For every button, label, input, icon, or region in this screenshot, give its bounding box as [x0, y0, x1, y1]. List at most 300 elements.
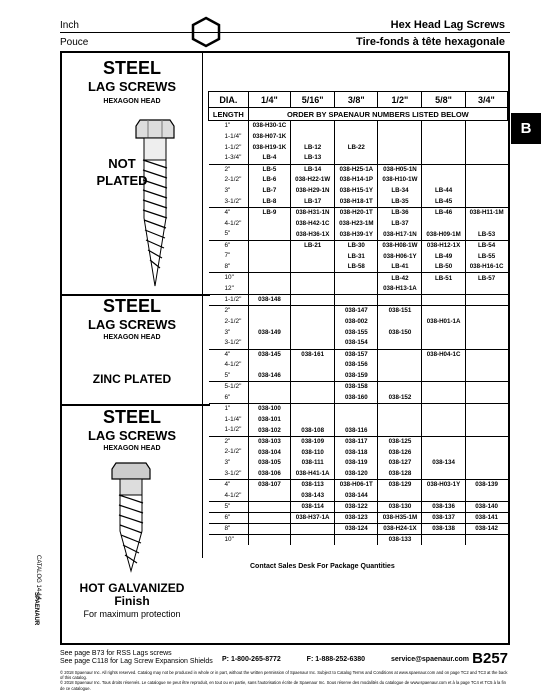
part-number-cell: [291, 284, 335, 295]
part-number-cell: [465, 219, 507, 230]
header-title: Hex Head Lag Screws: [390, 19, 505, 31]
table-body: [209, 121, 508, 546]
part-number-cell: [465, 295, 507, 306]
part-number-cell: [465, 284, 507, 295]
length-cell: 2": [209, 306, 249, 317]
part-number-cell: 038-H08-1W: [378, 240, 422, 251]
part-number-cell: LB-41: [378, 262, 422, 273]
part-number-cell: 038-158: [335, 382, 378, 393]
order-header: ORDER BY SPAENAUR NUMBERS LISTED BELOW: [248, 108, 507, 121]
part-number-cell: 038-H41-1A: [291, 469, 335, 480]
part-number-cell: [422, 219, 465, 230]
table-row: [209, 175, 508, 186]
part-number-cell: [378, 382, 422, 393]
part-number-cell: [422, 404, 465, 415]
part-number-cell: [335, 121, 378, 132]
part-number-cell: [248, 502, 290, 513]
lag-screw-image: [130, 118, 180, 290]
part-number-cell: 038-H01-1A: [422, 317, 465, 328]
finish-note: For maximum protection: [83, 609, 181, 619]
table-row: [209, 523, 508, 534]
table-row: [209, 338, 508, 349]
part-number-cell: 038-120: [335, 469, 378, 480]
part-number-cell: [465, 327, 507, 338]
part-number-cell: 038-126: [378, 447, 422, 458]
table-row: [209, 262, 508, 273]
footer-phone: P: 1-800-265-8772: [222, 656, 281, 663]
part-number-cell: [291, 131, 335, 142]
part-number-cell: LB-6: [248, 175, 290, 186]
lag-screw-table: [208, 91, 508, 545]
part-number-cell: [248, 306, 290, 317]
length-cell: 4-1/2": [209, 491, 249, 502]
dia-col: 1/4": [248, 92, 290, 108]
length-cell: 4-1/2": [209, 360, 249, 371]
part-number-cell: LB-14: [291, 164, 335, 175]
part-number-cell: 038-141: [465, 513, 507, 524]
part-number-cell: [465, 131, 507, 142]
table-row: [209, 425, 508, 436]
part-number-cell: [378, 317, 422, 328]
part-number-cell: 038-128: [378, 469, 422, 480]
part-number-cell: [291, 338, 335, 349]
part-number-cell: LB-35: [378, 197, 422, 208]
part-number-cell: [335, 153, 378, 164]
part-number-cell: 038-H25-1A: [335, 164, 378, 175]
table-row: [209, 360, 508, 371]
part-number-cell: [422, 164, 465, 175]
part-number-cell: 038-130: [378, 502, 422, 513]
part-number-cell: 038-H03-1Y: [422, 480, 465, 491]
part-number-cell: [422, 142, 465, 153]
part-number-cell: 038-146: [248, 371, 290, 382]
part-number-cell: [378, 131, 422, 142]
length-cell: 2-1/2": [209, 175, 249, 186]
length-cell: 10": [209, 534, 249, 545]
dia-col: 5/16": [291, 92, 335, 108]
part-number-cell: 038-147: [335, 306, 378, 317]
part-number-cell: [335, 295, 378, 306]
part-number-cell: 038-H13-1A: [378, 284, 422, 295]
part-number-cell: [465, 458, 507, 469]
section-subtitle: LAG SCREWS: [87, 79, 177, 94]
part-number-cell: [465, 404, 507, 415]
length-cell: 5": [209, 371, 249, 382]
part-number-cell: [378, 371, 422, 382]
table-row: [209, 153, 508, 164]
part-number-cell: [248, 240, 290, 251]
section-not-plated: [62, 58, 202, 105]
part-number-cell: [378, 415, 422, 426]
length-cell: 10": [209, 273, 249, 284]
table-row: [209, 404, 508, 415]
table-row: [209, 491, 508, 502]
header-divider: [60, 32, 510, 33]
footer-email[interactable]: service@spaenaur.com: [390, 656, 469, 663]
part-number-cell: LB-42: [378, 273, 422, 284]
table-row: [209, 229, 508, 240]
part-number-cell: [248, 491, 290, 502]
part-number-cell: 038-H36-1X: [291, 229, 335, 240]
part-number-cell: [335, 273, 378, 284]
part-number-cell: [291, 360, 335, 371]
part-number-cell: 038-H37-1A: [291, 513, 335, 524]
part-number-cell: LB-9: [248, 208, 290, 219]
part-number-cell: 038-H20-1T: [335, 208, 378, 219]
section-zinc-plated: [62, 296, 202, 341]
part-number-cell: LB-36: [378, 208, 422, 219]
part-number-cell: 038-148: [248, 295, 290, 306]
part-number-cell: [248, 393, 290, 404]
part-number-cell: [465, 317, 507, 328]
finish-not-plated: NOT PLATED: [96, 156, 148, 188]
section-head-type: HEXAGON HEAD: [103, 445, 161, 452]
part-number-cell: LB-31: [335, 251, 378, 262]
part-number-cell: 038-H04-1C: [422, 349, 465, 360]
length-cell: 1": [209, 404, 249, 415]
part-number-cell: 038-H31-1N: [291, 208, 335, 219]
legal-en: © 2018 Spaenaur Inc. All rights reserved. Catalog may not be produced in whole or in part, without the written permission of Spaenaur Inc. Subject to Catalog Terms and Conditions at www.spaenaur.com and on page TC2 and TC3 at the back of this catalog.: [60, 670, 508, 681]
part-number-cell: 038-H10-1W: [378, 175, 422, 186]
part-number-cell: LB-44: [422, 186, 465, 197]
dia-col: 3/8": [335, 92, 378, 108]
part-number-cell: LB-13: [291, 153, 335, 164]
part-number-cell: 038-102: [248, 425, 290, 436]
catalog-label: CATALOG 14-14: [35, 555, 41, 600]
part-number-cell: 038-H17-1N: [378, 229, 422, 240]
part-number-cell: [378, 153, 422, 164]
table-row: [209, 142, 508, 153]
part-number-cell: [465, 534, 507, 545]
part-number-cell: 038-107: [248, 480, 290, 491]
part-number-cell: LB-50: [422, 262, 465, 273]
length-cell: 3-1/2": [209, 338, 249, 349]
part-number-cell: LB-51: [422, 273, 465, 284]
part-number-cell: 038-H05-1N: [378, 164, 422, 175]
part-number-cell: 038-145: [248, 349, 290, 360]
part-number-cell: [248, 284, 290, 295]
part-number-cell: [248, 229, 290, 240]
length-cell: 2-1/2": [209, 447, 249, 458]
part-number-cell: [378, 491, 422, 502]
length-cell: 2": [209, 164, 249, 175]
part-number-cell: [422, 327, 465, 338]
part-number-cell: [248, 338, 290, 349]
part-number-cell: [422, 469, 465, 480]
part-number-cell: [465, 393, 507, 404]
length-cell: 3-1/2": [209, 469, 249, 480]
link-rss-lags[interactable]: See page B73 for RSS Lags screws: [60, 650, 172, 657]
part-number-cell: 038-137: [422, 513, 465, 524]
length-cell: 1-1/2": [209, 142, 249, 153]
part-number-cell: [465, 491, 507, 502]
part-number-cell: 038-159: [335, 371, 378, 382]
part-number-cell: 038-139: [465, 480, 507, 491]
part-number-cell: [291, 327, 335, 338]
part-number-cell: 038-157: [335, 349, 378, 360]
part-number-cell: LB-46: [422, 208, 465, 219]
length-cell: 3-1/2": [209, 197, 249, 208]
length-cell: 6": [209, 240, 249, 251]
part-number-cell: [465, 142, 507, 153]
part-number-cell: 038-125: [378, 436, 422, 447]
length-header: LENGTH: [209, 108, 249, 121]
part-number-cell: LB-55: [477, 252, 496, 260]
section-subtitle: LAG SCREWS: [87, 428, 177, 443]
part-number-cell: LB-12: [291, 142, 335, 153]
part-number-cell: [248, 317, 290, 328]
part-number-cell: 038-101: [248, 415, 290, 426]
table-row: [209, 197, 508, 208]
table-row: [209, 219, 508, 230]
part-number-cell: LB-54: [465, 240, 507, 251]
part-number-cell: [465, 197, 507, 208]
part-number-cell: [465, 121, 507, 132]
part-number-cell: LB-8: [248, 197, 290, 208]
length-cell: 1-1/4": [209, 415, 249, 426]
part-number-cell: LB-21: [291, 240, 335, 251]
part-number-cell: [465, 425, 507, 436]
length-cell: 7": [209, 251, 249, 262]
header-inch: Inch: [60, 20, 79, 31]
finish-zinc-plated: ZINC PLATED: [92, 372, 172, 386]
part-number-cell: [378, 349, 422, 360]
part-number-cell: [248, 513, 290, 524]
part-number-cell: 038-002: [335, 317, 378, 328]
part-number-cell: 038-161: [291, 349, 335, 360]
part-number-cell: LB-22: [335, 142, 378, 153]
part-number-cell: 038-151: [378, 306, 422, 317]
part-number-cell: 038-H42-1C: [291, 219, 335, 230]
part-number-cell: 038-142: [465, 523, 507, 534]
length-cell: 1-1/4": [209, 131, 249, 142]
length-cell: 6": [209, 513, 249, 524]
part-number-cell: LB-45: [422, 197, 465, 208]
part-number-cell: [465, 447, 507, 458]
part-number-cell: 038-H39-1Y: [335, 229, 378, 240]
length-cell: 3": [209, 327, 249, 338]
legal-fr: © 2018 Spaenaur Inc. Tous droits réservés. Le catalogue ne peut être reproduit, en tout ou en partie, sans l'autorisation écrite de Spaenaur Inc. Sous réserve des modalités du catalogue de www.spaenaur.com et à la page TC4 et TC5 à la fin de ce catalogue.: [60, 680, 506, 691]
part-number-cell: [422, 131, 465, 142]
part-number-cell: [378, 121, 422, 132]
part-number-cell: [422, 153, 465, 164]
part-number-cell: [291, 262, 335, 273]
part-number-cell: [465, 338, 507, 349]
link-expansion-shields[interactable]: See page C118 for Lag Screw Expansion Shields: [60, 658, 213, 665]
table-row: [209, 534, 508, 545]
part-number-cell: 038-H16-1C: [469, 263, 504, 271]
part-number-cell: 038-108: [291, 425, 335, 436]
part-number-cell: [291, 393, 335, 404]
table-row: [209, 240, 508, 251]
part-number-cell: [291, 295, 335, 306]
table-row: [209, 480, 508, 491]
part-number-cell: 038-144: [335, 491, 378, 502]
length-cell: 4-1/2": [209, 219, 249, 230]
part-number-cell: 038-152: [378, 393, 422, 404]
part-number-cell: [465, 186, 507, 197]
section-divider-2: [60, 404, 210, 406]
length-cell: 4": [209, 480, 249, 491]
part-number-cell: [248, 219, 290, 230]
dia-col: 3/4": [465, 92, 507, 108]
part-number-cell: LB-7: [248, 186, 290, 197]
part-number-cell: 038-H24-1X: [378, 523, 422, 534]
part-number-cell: [248, 382, 290, 393]
length-cell: 8": [209, 262, 249, 273]
length-cell: 1": [209, 121, 249, 132]
part-number-cell: [248, 273, 290, 284]
part-number-cell: LB-58: [335, 262, 378, 273]
part-number-cell: [422, 295, 465, 306]
section-title: STEEL: [102, 407, 161, 427]
part-number-cell: LB-57: [465, 273, 507, 284]
part-number-cell: 038-156: [335, 360, 378, 371]
part-number-cell: 038-117: [335, 436, 378, 447]
part-number-cell: 038-140: [465, 502, 507, 513]
section-hot-galvanized: [62, 407, 202, 452]
part-number-cell: LB-37: [378, 219, 422, 230]
length-cell: 5": [209, 229, 249, 240]
part-number-cell: [422, 284, 465, 295]
table-row: [209, 371, 508, 382]
table-row: [209, 186, 508, 197]
part-number-cell: [422, 447, 465, 458]
section-head-type: HEXAGON HEAD: [103, 334, 161, 341]
part-number-cell: LB-34: [378, 186, 422, 197]
part-number-cell: LB-5: [248, 164, 290, 175]
part-number-cell: 038-109: [291, 436, 335, 447]
part-number-cell: 038-134: [422, 458, 465, 469]
table-row: [209, 436, 508, 447]
part-number-cell: [422, 382, 465, 393]
part-number-cell: [335, 415, 378, 426]
part-number-cell: [335, 534, 378, 545]
part-number-cell: [291, 121, 335, 132]
part-number-cell: [422, 425, 465, 436]
part-number-cell: 038-129: [378, 480, 422, 491]
table-row: [209, 447, 508, 458]
part-number-cell: [378, 295, 422, 306]
part-number-cell: [465, 153, 507, 164]
part-number-cell: 038-103: [248, 436, 290, 447]
part-number-cell: 038-122: [335, 502, 378, 513]
table-row: [209, 469, 508, 480]
part-number-cell: [291, 371, 335, 382]
part-number-cell: 038-H15-1Y: [335, 186, 378, 197]
part-number-cell: 038-H23-1M: [335, 219, 378, 230]
table-row: [209, 131, 508, 142]
part-number-cell: 038-111: [291, 458, 335, 469]
contact-note: Contact Sales Desk For Package Quantities: [250, 563, 395, 570]
part-number-cell: 038-H11-1M: [465, 208, 507, 219]
lag-screw-image: [106, 461, 156, 573]
part-number-cell: [422, 306, 465, 317]
part-number-cell: 038-114: [291, 502, 335, 513]
part-number-cell: 038-143: [291, 491, 335, 502]
part-number-cell: [248, 262, 290, 273]
part-number-cell: [248, 360, 290, 371]
part-number-cell: LB-49: [422, 251, 465, 262]
part-number-cell: [291, 251, 335, 262]
footer-contact: [222, 656, 469, 663]
part-number-cell: [465, 382, 507, 393]
part-number-cell: LB-53: [477, 230, 496, 238]
part-number-cell: [291, 415, 335, 426]
part-number-cell: [378, 404, 422, 415]
length-cell: 5-1/2": [209, 382, 249, 393]
part-number-cell: 038-H30-1C: [248, 121, 290, 132]
part-number-cell: [291, 306, 335, 317]
table-row: [209, 284, 508, 295]
table-row: [209, 393, 508, 404]
part-number-cell: [465, 164, 507, 175]
table-row: [209, 415, 508, 426]
finish-hot-galvanized: [62, 582, 202, 608]
table-row: [209, 164, 508, 175]
part-number-cell: [422, 534, 465, 545]
part-number-cell: [465, 175, 507, 186]
part-number-cell: 038-116: [335, 425, 378, 436]
part-number-cell: [335, 404, 378, 415]
part-number-cell: 038-H35-1M: [378, 513, 422, 524]
part-number-cell: 038-H19-1K: [248, 142, 290, 153]
part-number-cell: [291, 534, 335, 545]
part-number-cell: [422, 436, 465, 447]
table-row: [209, 273, 508, 284]
part-number-cell: 038-110: [291, 447, 335, 458]
part-number-cell: LB-17: [291, 197, 335, 208]
table-row: [209, 317, 508, 328]
part-number-cell: 038-H07-1K: [248, 131, 290, 142]
section-head-type: HEXAGON HEAD: [103, 98, 161, 105]
part-number-cell: 038-H22-1W: [291, 175, 335, 186]
table-row: [209, 121, 508, 132]
part-number-cell: [422, 371, 465, 382]
part-number-cell: [422, 121, 465, 132]
length-cell: 4": [209, 208, 249, 219]
part-number-cell: 038-119: [335, 458, 378, 469]
part-number-cell: [291, 317, 335, 328]
section-title: STEEL: [102, 58, 161, 78]
length-cell: 3": [209, 186, 249, 197]
part-number-cell: [465, 306, 507, 317]
part-number-cell: 038-H09-1M: [422, 229, 465, 240]
section-subtitle: LAG SCREWS: [87, 317, 177, 332]
length-cell: 12": [209, 284, 249, 295]
part-number-cell: [422, 175, 465, 186]
footer-fax: F: 1-888-252-6380: [306, 656, 366, 663]
part-number-cell: 038-160: [335, 393, 378, 404]
section-title: STEEL: [102, 296, 161, 316]
part-number-cell: 038-133: [378, 534, 422, 545]
dia-col: 5/8": [422, 92, 465, 108]
part-number-cell: [422, 393, 465, 404]
part-number-cell: [335, 284, 378, 295]
part-number-cell: 038-150: [378, 327, 422, 338]
part-number-cell: [291, 273, 335, 284]
part-number-cell: 038-104: [248, 447, 290, 458]
part-number-cell: 038-H06-1Y: [378, 251, 422, 262]
table-row: [209, 382, 508, 393]
legal-text: [60, 670, 510, 691]
table-row: [209, 208, 508, 219]
part-number-cell: 038-118: [335, 447, 378, 458]
part-number-cell: 038-124: [335, 523, 378, 534]
table-row: [209, 295, 508, 306]
header-pouce: Pouce: [60, 37, 89, 48]
part-number-cell: 038-H06-1T: [335, 480, 378, 491]
